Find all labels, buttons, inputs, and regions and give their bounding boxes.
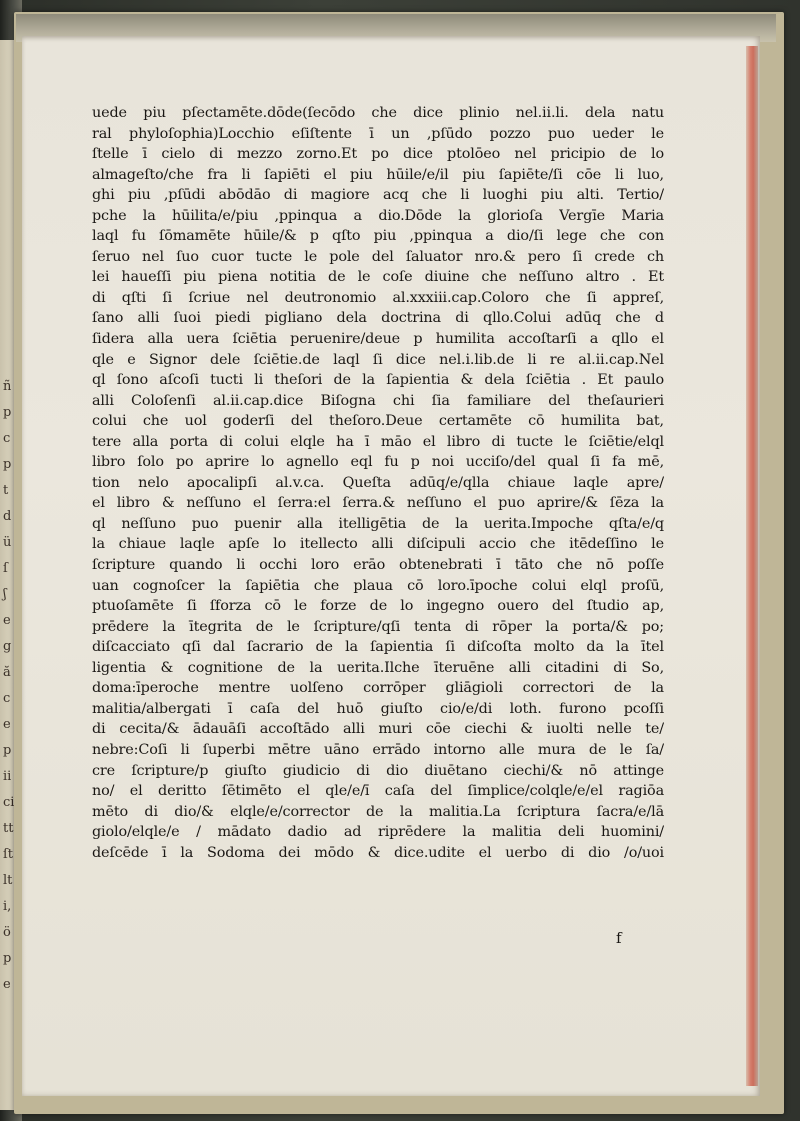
facing-page-fragment: t xyxy=(3,483,9,498)
text-line: ghi piu ,pſūdi abōdāo di magiore acq che li luoghi piu alti. Tertio/ xyxy=(92,187,664,204)
facing-page-fragment: c xyxy=(3,431,11,446)
facing-page-fragment: ſt xyxy=(3,847,14,862)
text-line: no/ el deritto ſētimēto el qle/e/ī caſa del ſimplice/colqle/e/el ragiōa xyxy=(92,783,664,800)
text-line: almageſto/che fra li ſapiēti el piu hūile/e/il piu ſapiēte/ſi cōe li luo, xyxy=(92,166,664,183)
text-line: giolo/elqle/e / mādato dadio ad riprēdere la malitia deli huomini/ xyxy=(92,824,664,841)
text-line: la chiaue laqle apſe lo itellecto alli diſcipuli accio che itēdeſſino le xyxy=(92,536,664,553)
facing-page-fragment: e xyxy=(3,977,11,992)
facing-page-fragment: p xyxy=(3,951,12,966)
facing-page-fragment: ſ xyxy=(3,561,8,576)
facing-page-fragment: p xyxy=(3,405,12,420)
text-line: malitia/albergati ī caſa del huō giuſto cio/e/di loth. furono pcoſſi xyxy=(92,700,664,717)
facing-page-fragment: ö xyxy=(3,925,11,940)
facing-page-fragment: ñ xyxy=(3,379,12,394)
facing-page-fragment: p xyxy=(3,743,12,758)
text-line: prēdere la ītegrita de le ſcripture/qſi tenta di rōper la porta/& po; xyxy=(92,618,664,635)
facing-page-fragment: ă xyxy=(3,665,11,680)
facing-page-fragment: g xyxy=(3,639,12,654)
text-line: laql fu ſōmamēte hūile/& p qſto piu ,ppinqua a dio/ſi lege che con xyxy=(92,228,664,245)
text-line: mēto di dio/& elqle/e/corrector de la malitia.La ſcriptura ſacra/e/lā xyxy=(92,803,664,820)
text-line: ſcripture quando li occhi loro erāo obtenebrati ī tāto che nō poſſe xyxy=(92,557,664,574)
facing-page-fragment: ii xyxy=(3,769,12,784)
text-line: ql ſono aſcoſi tucti li theſori de la ſapientia & dela ſciētia . Et paulo xyxy=(92,372,664,389)
facing-page-fragment: ci xyxy=(3,795,15,810)
text-line: doma:īperoche mentre uolſeno corrōper gliāgioli correctori de la xyxy=(92,680,664,697)
red-page-edge xyxy=(746,46,758,1086)
signature-mark: f xyxy=(616,929,622,947)
text-line: nebre:Coſi li ſuperbi mētre uāno errādo intorno alle mura de le ſa/ xyxy=(92,741,664,758)
text-line: ſeruo nel ſuo cuor tucte le pole del ſaluator nro.& pero ſi crede ch xyxy=(92,248,664,265)
text-line: ſtelle ī cielo di mezzo zorno.Et po dice ptolōeo nel pricipio de lo xyxy=(92,146,664,163)
text-line: alli Coloſenſi al.ii.cap.dice Biſogna chi ſia familiare del theſaurieri xyxy=(92,392,664,409)
text-line: uede piu pſectamēte.dōde(ſecōdo che dice plinio nel.ii.li. dela natu xyxy=(92,105,664,121)
text-line: di cecita/& ādauāſi accoſtādo alli muri cōe ciechi & iuolti nelle te/ xyxy=(92,721,664,738)
facing-page-fragment: e xyxy=(3,613,11,628)
text-line: tere alla porta di colui elqle ha ī māo el libro di tucte le ſciētie/elql xyxy=(92,433,664,450)
facing-page-fragment: tt xyxy=(3,821,14,836)
facing-page-fragment: i, xyxy=(3,899,12,914)
page-text-block xyxy=(92,103,664,863)
text-line: el libro & neſſuno el ſerra:el ſerra.& neſſuno el puo aprire/& ſēza la xyxy=(92,495,664,512)
text-line: lei haueſſi piu piena notitia de le coſe diuine che neſſuno altro . Et xyxy=(92,269,664,286)
text-line: ligentia & cognitione de la uerita.Ilche īteruēne alli citadini di So, xyxy=(92,659,664,676)
text-line: ſano alli ſuoi piedi pigliano dela doctrina di qllo.Colui adūq che d xyxy=(92,310,664,327)
text-line: pche la hūilita/e/piu ,ppinqua a dio.Dōde la glorioſa Vergīe Maria xyxy=(92,207,664,224)
text-line: uan cognoſcer la ſapiētia che plaua cō loro.īpoche colui elql proſū, xyxy=(92,577,664,594)
facing-page-fragment: p xyxy=(3,457,12,472)
text-line: ral phyloſophia)Locchio eſiſtente ī un ,pſūdo pozzo puo ueder le xyxy=(92,125,664,142)
text-line: ptuoſamēte ſi ſforza cō le forze de lo ingegno ouero del ſtudio ap, xyxy=(92,598,664,615)
text-line: qle e Signor dele ſciētie.de laql ſi dice nel.i.lib.de li re al.ii.cap.Nel xyxy=(92,351,664,368)
text-line: diſcacciato qſi dal ſacrario de la ſapientia ſi diſcoſta molto da la ītel xyxy=(92,639,664,656)
facing-page-fragment: c xyxy=(3,691,11,706)
text-line: ſidera alla uera ſciētia peruenire/deue p humilita accoſtarſi a qllo el xyxy=(92,331,664,348)
facing-page-fragment: lt xyxy=(3,873,13,888)
facing-page-fragment: ʃ xyxy=(3,587,7,602)
facing-page-fragment: e xyxy=(3,717,11,732)
text-line: deſcēde ī la Sodoma dei mōdo & dice.udite el uerbo di dio /o/uoi xyxy=(92,844,664,861)
text-line: colui che uol goderſi del theſoro.Deue certamēte cō humilita bat, xyxy=(92,413,664,430)
text-line: tion nelo apocalipſi al.v.ca. Queſta adūq/e/qlla chiaue laqle apre/ xyxy=(92,474,664,491)
text-line: ql neſſuno puo puenir alla itelligētia de la uerita.Impoche qſta/e/q xyxy=(92,515,664,532)
facing-page-fragment: d xyxy=(3,509,12,524)
text-line: cre ſcripture/p giuſto giudicio di dio diuētano ciechi/& nō attinge xyxy=(92,762,664,779)
facing-page-fragment: ü xyxy=(3,535,12,550)
text-line: libro ſolo po aprire lo agnello eql fu p noi ucciſo/del qual ſi fa mē, xyxy=(92,454,664,471)
text-line: di qſti ſi ſcriue nel deutronomio al.xxxiii.cap.Coloro che ſi appreſ, xyxy=(92,289,664,306)
